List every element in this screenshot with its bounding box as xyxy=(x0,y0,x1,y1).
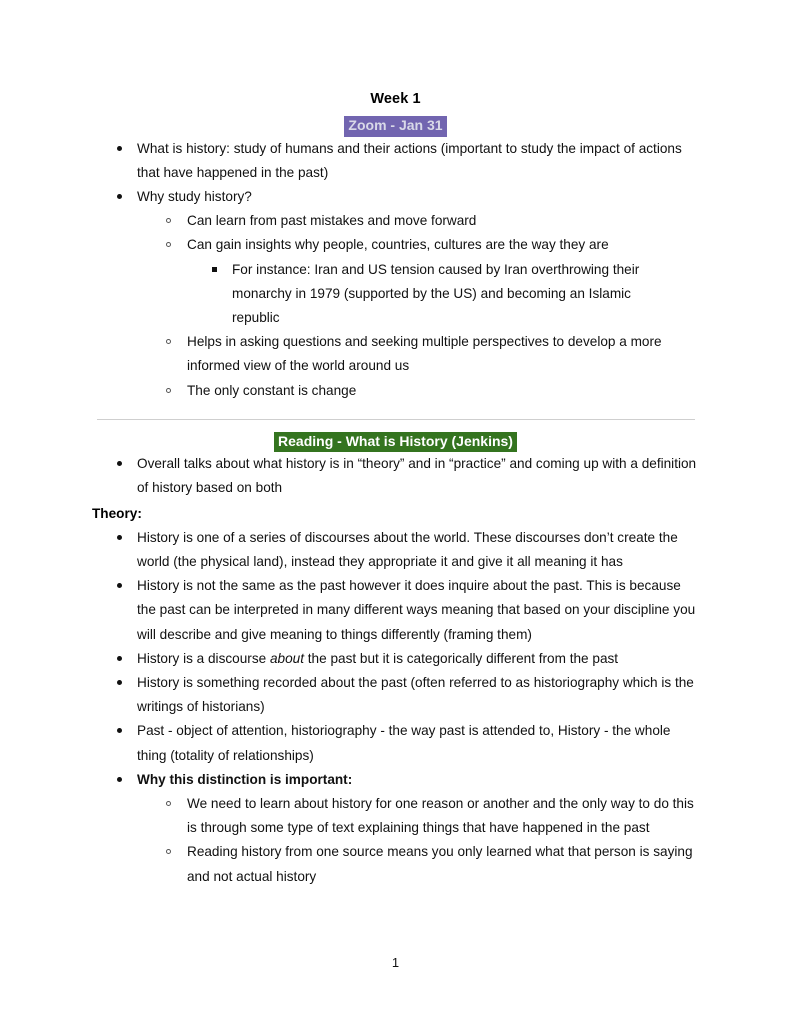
bullet-list-zoom-level1 xyxy=(0,137,791,210)
disc-bullet-icon xyxy=(117,680,122,685)
list-item-text: For instance: Iran and US tension caused by Iran overthrowing their monarchy in 1979 (supported by the US) and becoming an Islamic republic xyxy=(232,261,640,325)
disc-bullet-icon xyxy=(117,461,122,466)
list-item-text: Why study history? xyxy=(137,188,252,204)
rich-part-normal: History is a discourse xyxy=(137,650,270,666)
list-item-text-rich xyxy=(137,651,618,666)
page-number: 1 xyxy=(391,955,400,970)
disc-bullet-icon xyxy=(117,777,122,782)
list-item-text: Overall talks about what history is in “theory” and in “practice” and coming up with a definition of history based on both xyxy=(137,456,697,496)
list-item xyxy=(0,719,791,767)
disc-bullet-icon xyxy=(117,728,122,733)
page-title: Week 1 xyxy=(370,91,421,107)
bullet-list-zoom-level2-b xyxy=(0,330,791,403)
section-heading-reading-row xyxy=(0,432,791,453)
section-heading-zoom-row xyxy=(0,116,791,137)
circle-bullet-icon xyxy=(166,218,171,223)
list-item-text: History is something recorded about the past (often referred to as historiography which is the writings of historians) xyxy=(137,675,694,715)
circle-bullet-icon xyxy=(166,339,171,344)
bullet-list-zoom-level2-a xyxy=(0,209,791,257)
list-item xyxy=(0,452,791,500)
square-bullet-icon xyxy=(212,267,217,272)
bullet-list-zoom-level3 xyxy=(0,258,791,331)
circle-bullet-icon xyxy=(166,388,171,393)
list-item xyxy=(0,671,791,719)
list-item-text: Can learn from past mistakes and move forward xyxy=(187,213,477,229)
list-item-text: Past - object of attention, historiography - the way past is attended to, History - the whole thing (totality of relationships) xyxy=(137,723,671,763)
list-item-text: Can gain insights why people, countries, cultures are the way they are xyxy=(187,237,609,253)
list-item xyxy=(0,840,791,888)
list-item xyxy=(0,526,791,574)
list-item xyxy=(0,379,791,403)
list-item xyxy=(0,258,791,331)
list-item xyxy=(0,209,791,233)
rich-part-normal: the past but it is categorically different from the past xyxy=(304,650,619,666)
list-item xyxy=(0,574,791,647)
list-item xyxy=(0,137,791,185)
list-item xyxy=(0,792,791,840)
disc-bullet-icon xyxy=(117,535,122,540)
disc-bullet-icon xyxy=(117,583,122,588)
bullet-list-theory-level1 xyxy=(0,526,791,792)
section-heading-zoom: Zoom - Jan 31 xyxy=(344,116,446,137)
list-item xyxy=(0,233,791,257)
circle-bullet-icon xyxy=(166,849,171,854)
list-item-text: Helps in asking questions and seeking multiple perspectives to develop a more informed view of the world around us xyxy=(187,334,662,374)
circle-bullet-icon xyxy=(166,801,171,806)
list-item xyxy=(0,768,791,792)
disc-bullet-icon xyxy=(117,656,122,661)
disc-bullet-icon xyxy=(117,146,122,151)
rich-part-italic: about xyxy=(269,650,304,666)
bullet-list-reading-intro xyxy=(0,452,791,500)
disc-bullet-icon xyxy=(117,194,122,199)
circle-bullet-icon xyxy=(166,242,171,247)
list-item-text: What is history: study of humans and their actions (important to study the impact of actions that have happened in the past) xyxy=(137,140,682,180)
list-item xyxy=(0,185,791,209)
list-item-text: Reading history from one source means you only learned what that person is saying and not actual history xyxy=(187,844,693,884)
theory-label: Theory: xyxy=(92,505,142,521)
list-item-text: The only constant is change xyxy=(187,382,357,398)
list-item-text: History is not the same as the past however it does inquire about the past. This is because the past can be interpreted in many different ways meaning that based on your discipline you will describe and give meaning to things differently (framing them) xyxy=(137,578,696,642)
list-item-text: History is one of a series of discourses about the world. These discourses don’t create the world (the physical land), instead they appropriate it and give it all meaning it has xyxy=(137,529,678,570)
list-item xyxy=(0,330,791,378)
bullet-list-theory-level2 xyxy=(0,792,791,889)
section-heading-reading: Reading - What is History (Jenkins) xyxy=(274,432,517,453)
section-divider xyxy=(97,419,695,420)
list-item-text: Why this distinction is important: xyxy=(137,771,353,787)
list-item-text: We need to learn about history for one reason or another and the only way to do this is through some type of text explaining things that have happened in the past xyxy=(187,796,694,836)
list-item xyxy=(0,647,791,671)
